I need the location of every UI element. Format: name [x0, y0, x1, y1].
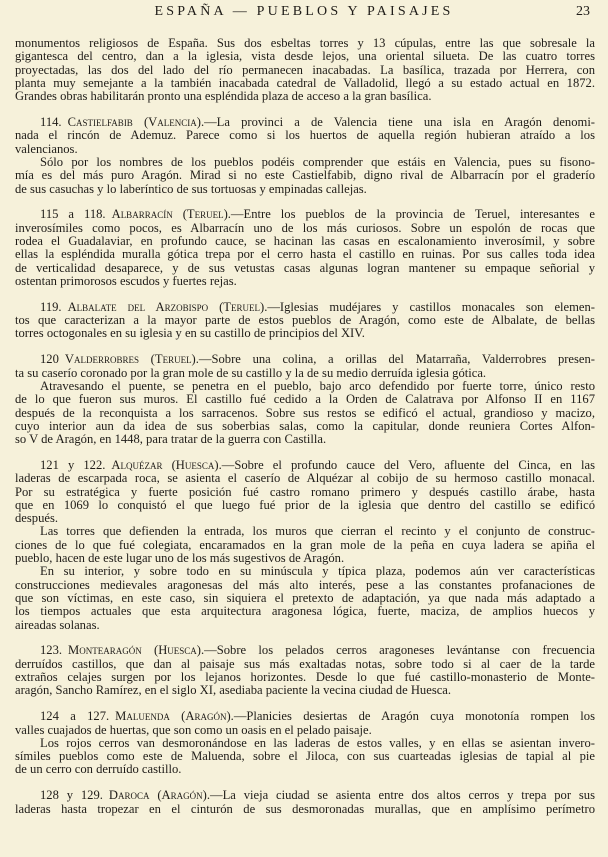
entry-number: 114.	[40, 116, 62, 130]
text-line: Los rojos cerros van desmoronándose en las laderas de estos valles, y en ellas se asientan invero-	[40, 736, 595, 750]
text-line: laderas hasta tropezar en el cinturón de sus desmoronadas murallas, que en amplísimo perímetro	[15, 802, 595, 816]
paragraph	[15, 525, 595, 565]
entry-section	[15, 710, 595, 776]
entry-number: 123.	[40, 644, 63, 658]
text-line: ellas la espléndida muralla gótica trepa por el cerro hasta el castillo en ruinas. Por sus calles toda idea	[15, 248, 595, 262]
paragraph	[15, 301, 595, 341]
text-line: planta muy semejante a la también inacabada catedral de Valladolid, llegó a su estado actual en 1872.	[15, 76, 595, 90]
paragraph	[15, 459, 595, 525]
text-line: pueblo, hacen de este lugar uno de los más sugestivos de Aragón.	[15, 552, 345, 566]
text-line: los tiempos actuales que esta arquitectura aragonesa lógica, fuerte, maciza, de amplios huecos y	[15, 605, 595, 619]
entry-lead-text: .—Entre los pueblos de la provincia de Teruel, interesantes e	[227, 208, 595, 222]
text-line: ciones de lo que fué colegiata, encaramados en la gran mole de la peña en cuya ladera se apiña el	[15, 538, 595, 552]
entry-lead-text: .—Sobre una colina, a orillas del Matarraña, Valderrobres presen-	[195, 353, 595, 367]
paragraph	[15, 156, 595, 196]
text-line: de lo que fueron sus muros. El castillo fué cedido a la Orden de Calatrava por Alfonso II en 1167	[15, 393, 595, 407]
text-line: después de la reconquista a los sarracenos. Sobre sus restos se edificó el actual, grandioso y macizo,	[15, 406, 595, 420]
text-line	[15, 710, 595, 723]
text-line: ostentan primorosos escudos y fuertes rejas.	[15, 274, 237, 288]
entry-section	[15, 789, 595, 816]
text-line: valencianos.	[15, 142, 78, 156]
entry-number: 119.	[40, 300, 62, 314]
text-line: mía es del más puro Aragón. Mirad si no este Castielfabib, digno rival de Albarracín por el graderío	[15, 169, 595, 183]
paragraph	[15, 737, 595, 777]
page-number: 23	[576, 4, 590, 19]
text-line: proyectadas, las dos del lado del río permanecen inacabadas. La basílica, trazada por Herrera, con	[15, 63, 595, 77]
text-line: inverosímiles como pocos, es Albarracín uno de los más curiosos. Sobre un espolón de rocas que	[15, 221, 595, 235]
text-line	[15, 644, 595, 657]
entry-place-name: Castielfabib (Valencia)	[67, 116, 201, 130]
paragraph	[15, 353, 595, 380]
paragraph	[15, 789, 595, 816]
entry-lead-text: .—Planicies desiertas de Aragón cuya monotonía rompen los	[230, 710, 595, 724]
entry-place-name: Montearagón (Huesca)	[68, 644, 202, 658]
text-line: gigantesca del centro, dan a la iglesia, vista desde lejos, una oriental silueta. De las cuatro torres	[15, 50, 595, 64]
entry-lead-text: .—Sobre los pelados cerros aragoneses levántanse con frecuencia	[201, 644, 595, 658]
paragraph	[15, 208, 595, 288]
text-line	[15, 116, 595, 129]
text-line	[15, 208, 595, 221]
text-line: después.	[15, 512, 59, 526]
text-line: En su interior, y sobre todo en su minúscula y típica plaza, podemos aún ver características	[40, 565, 595, 579]
text-line: cuyo interior aun da idea de sus soberbias salas, como la capitular, donde reuniera Cortes Alfon-	[15, 419, 595, 433]
running-title: ESPAÑA — PUEBLOS Y PAISAJES	[154, 4, 454, 19]
paragraph	[15, 380, 595, 446]
text-line	[15, 789, 595, 802]
entry-lead-text: .—La provinci a de Valencia tiene una isla en Aragón denomi-	[200, 116, 595, 130]
entry-place-name: Alquézar (Huesca)	[111, 458, 219, 472]
text-line: Grandes obras habilitarán pronto una espléndida plaza de acceso a la gran basílica.	[15, 90, 432, 104]
text-line: Sólo por los nombres de los pueblos podéis comprender que estáis en Valencia, pues su fisono-	[40, 155, 595, 169]
text-line: valles cuajados de huertas, que son como un oasis en el pelado paisaje.	[15, 723, 372, 737]
entry-section	[15, 644, 595, 697]
page-body	[15, 37, 595, 816]
entry-lead-text: .—Sobre el profundo cauce del Vero, afluente del Cinca, en las	[218, 458, 595, 472]
text-line: de un cerro con derruído castillo.	[15, 763, 182, 777]
text-line: laderas de escarpada roca, se asienta el caserío de Alquézar al cobijo de su hermoso castillo monacal.	[15, 472, 595, 486]
text-line: Las torres que defienden la entrada, los muros que cierran el recinto y el conjunto de construc-	[40, 525, 595, 539]
entry-number: 124 a 127.	[40, 710, 110, 724]
text-line	[15, 459, 595, 472]
entry-number: 120	[40, 353, 59, 367]
entry-section	[15, 459, 595, 632]
continued-paragraph	[15, 37, 595, 103]
text-line: símiles pueblos como este de Maluenda, sobre el Jiloca, con sus cuarteadas iglesias de tapial al pie	[15, 750, 595, 764]
text-line: nada el rincón de Ademuz. Parece como si los huertos de aquella región hubieran atraído a los	[15, 129, 595, 143]
text-line	[15, 301, 595, 314]
text-line: torres octogonales en su iglesia y en su castillo de principios del XIV.	[15, 327, 365, 341]
entry-place-name: Albalate del Arzobispo (Teruel)	[67, 300, 265, 314]
text-line: tos que caracterizan a la mayor parte de estos pueblos de Aragón, como este de Albalate, de bellas	[15, 314, 595, 328]
text-line: rodea el Guadalaviar, en profundo cauce, se hacinan las casas en escalonamiento inverosímil, y sobre	[15, 235, 595, 249]
text-line: ta su caserío coronado por la gran mole de su castillo y la de su medio derruída iglesia gótica.	[15, 366, 487, 380]
text-line: aireadas solanas.	[15, 618, 100, 632]
text-line: que en 1069 lo conquistó el que luego fué prior de la iglesia que dentro del castillo se edificó	[15, 498, 595, 512]
text-line: Por su estratégica y fuerte posición fué castro romano primero y después castillo árabe, hasta	[15, 485, 595, 499]
entry-lead-text: .—La vieja ciudad se asienta entre dos altos cerros y trepa por sus	[206, 789, 595, 803]
entry-place-name: Valderrobres (Teruel)	[64, 353, 196, 367]
paragraph	[15, 644, 595, 697]
entry-number: 121 y 122.	[40, 458, 106, 472]
text-line: so V de Aragón, en 1448, para tratar de la guerra con Castilla.	[15, 433, 327, 447]
text-line: derruídos castillos, que dan al paisaje sus más exaltadas notas, sobre todo si al caer de la tarde	[15, 657, 595, 671]
entry-number: 115 a 118.	[40, 208, 106, 222]
text-line	[15, 353, 595, 366]
paragraph	[15, 116, 595, 156]
entry-section	[15, 208, 595, 288]
text-line: construcciones medievales aragonesas del más alto interés, pese a las constantes profanaciones de	[15, 578, 595, 592]
paragraph	[15, 37, 595, 103]
text-line: monumentos religiosos de España. Sus dos esbeltas torres y 13 cúpulas, entre las que sobresale la	[15, 37, 595, 50]
entry-section	[15, 301, 595, 341]
text-line: Atravesando el puente, se penetra en el pueblo, bajo arco defendido por fuerte torre, único resto	[40, 379, 595, 393]
running-header	[0, 4, 608, 22]
paragraph	[15, 710, 595, 737]
entry-number: 128 y 129.	[40, 789, 103, 803]
entry-section	[15, 353, 595, 446]
entry-place-name: Maluenda (Aragón)	[115, 710, 231, 724]
text-line: de verticalidad desaparece, y de sus vetustas casas algunas logran mantener su empaque señorial y	[15, 261, 595, 275]
text-line: que son víctimas, en este caso, sin siquiera el pretexto de adaptación, ya que nada más adaptado a	[15, 591, 595, 605]
paragraph	[15, 565, 595, 631]
entry-place-name: Albarracín (Teruel)	[111, 208, 228, 222]
entry-place-name: Daroca (Aragón)	[108, 789, 207, 803]
entry-section	[15, 116, 595, 196]
text-line: aragón, Sancho Ramírez, en el siglo XI, asediaba paciente la vecina ciudad de Huesca.	[15, 684, 452, 698]
text-line: de sus casuchas y lo laberíntico de sus tortuosas y empinadas callejas.	[15, 182, 367, 196]
text-line: extraños celajes surgen por los lejanos horizontes. Desde lo que fué castillo-monasterio de Monte-	[15, 671, 595, 685]
entry-lead-text: .—Iglesias mudéjares y castillos monacales son elemen-	[264, 300, 595, 314]
